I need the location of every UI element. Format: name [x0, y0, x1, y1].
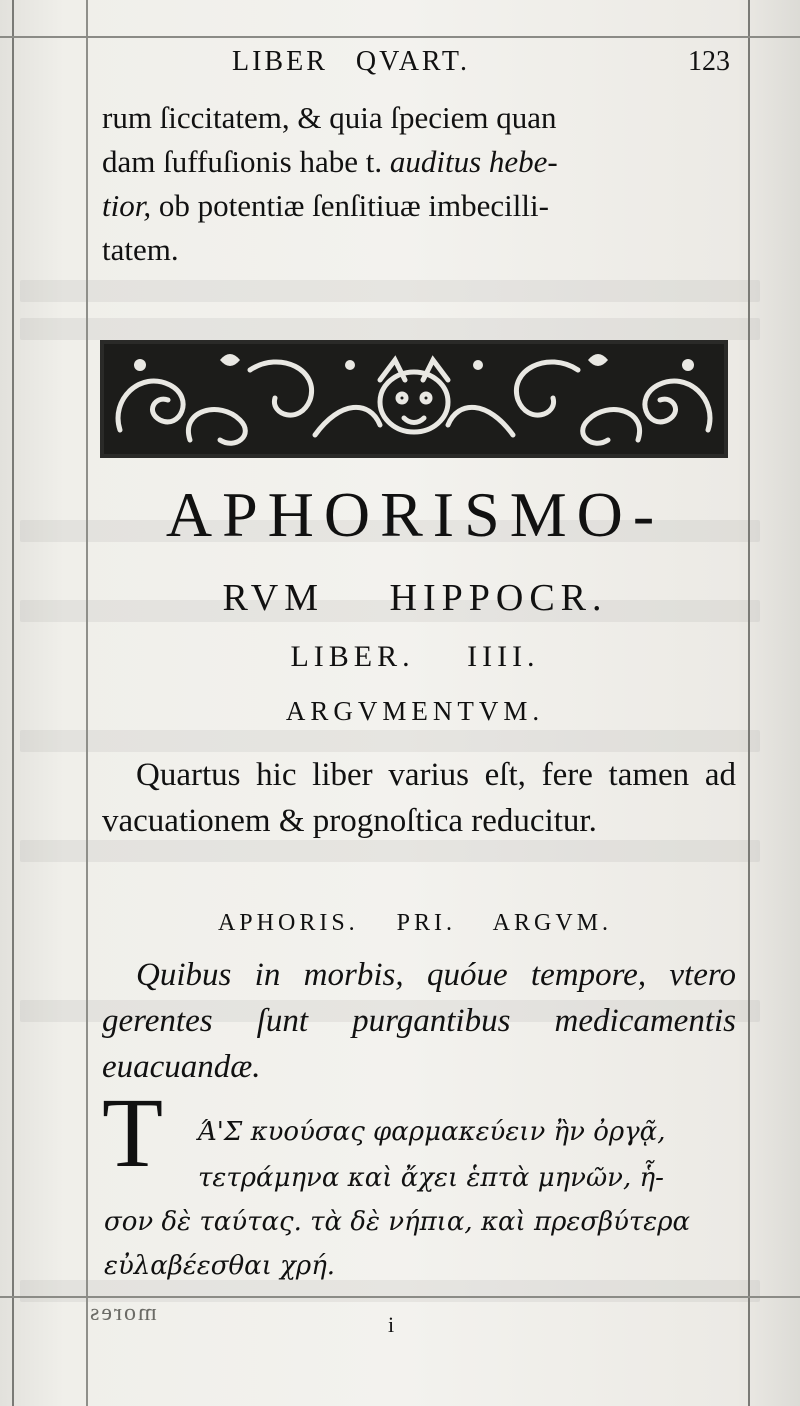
page-edge-line — [12, 0, 14, 1406]
argument-heading: ARGVMENTVM. — [285, 696, 545, 726]
greek-text-line: σον δὲ ταύτας. τὰ δὲ νήπια, καὶ πρεσβύτερα — [104, 1207, 691, 1237]
page-top-rule — [0, 36, 800, 38]
page-bottom-rule — [0, 1296, 800, 1298]
signature-mark: i — [388, 1312, 395, 1337]
running-title: LIBER QVART. — [232, 46, 470, 77]
floral-headpiece-icon — [100, 340, 728, 458]
bleed-through-line — [20, 280, 760, 302]
bleed-through-word: mores — [88, 1300, 157, 1326]
text-line: tior, ob potentiæ ſenſitiuæ imbecilli- — [102, 188, 549, 223]
page-edge-line — [748, 0, 750, 1406]
text-line: dam ſuffuſionis habe t. auditus hebe- — [102, 144, 558, 179]
drop-cap-letter: T — [102, 1077, 164, 1188]
greek-text-line: Ά'Σ κυούσας φαρμακεύειν ἢν ὀργᾷ, — [198, 1117, 666, 1147]
text-line: tatem. — [102, 232, 179, 267]
argument-paragraph: Quartus hic liber varius eſt, fere tamen ad vacuationem & prognoſtica reducitur. — [102, 757, 736, 839]
page-edge-line — [86, 0, 88, 1406]
greek-text-line: εὐλαβέεσθαι χρή. — [104, 1251, 336, 1281]
greek-text-line: τετράμηνα καὶ ἄχει ἑπτὰ μηνῶν, ἧ- — [198, 1163, 664, 1193]
running-header — [220, 46, 740, 82]
page-number: 123 — [688, 46, 730, 77]
aphorism-heading: APHORIS. PRI. ARGVM. — [217, 910, 613, 936]
bleed-through-line — [20, 730, 760, 752]
text-line: rum ſiccitatem, & quia ſpeciem quan — [102, 100, 557, 135]
aphorism-text: Quibus in morbis, quóue tempore, vtero gerentes ſunt purgantibus medicamentis euacuandæ. — [102, 957, 736, 1085]
bleed-through-line — [20, 318, 760, 340]
book-heading: LIBER. IIII. — [290, 640, 540, 673]
title-subline: RVM HIPPOCR. — [222, 577, 608, 619]
main-title: APHORISMO- — [165, 479, 665, 550]
continuation-paragraph — [102, 96, 736, 272]
